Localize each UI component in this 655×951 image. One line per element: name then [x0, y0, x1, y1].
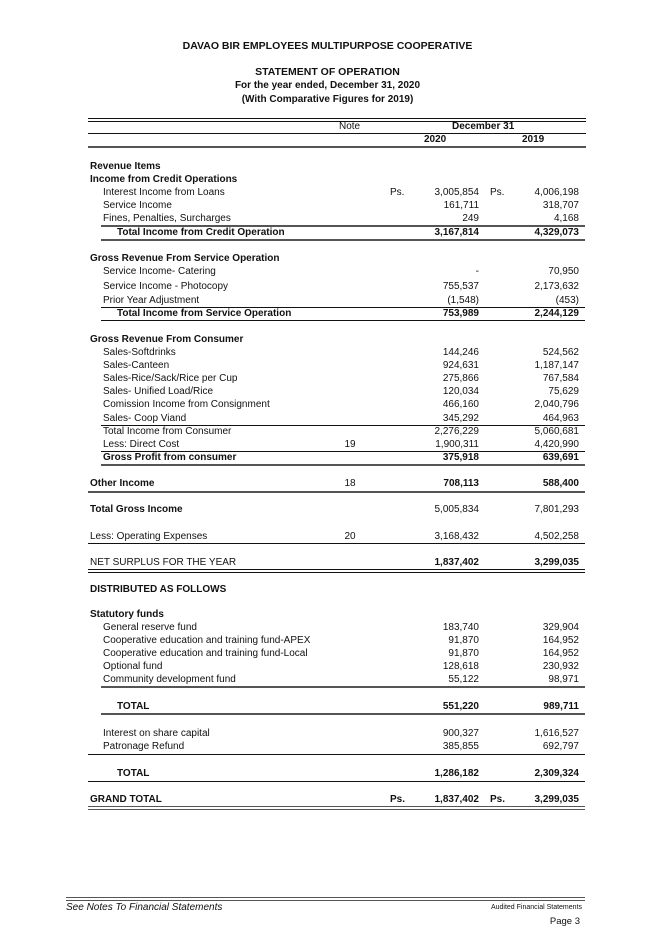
value-2020: 55,122 [448, 674, 479, 685]
section-heading: DISTRIBUTED AS FOLLOWS [90, 584, 227, 595]
value-2019: 230,932 [542, 661, 579, 672]
value-2020: 345,292 [442, 413, 479, 424]
value-2019: 4,168 [553, 213, 579, 224]
header-mid-rule [88, 133, 586, 134]
value-2019: 318,707 [542, 200, 579, 211]
total-label: Gross Profit from consumer [103, 452, 237, 463]
value-2020: (1,548) [447, 295, 479, 306]
row-label: Sales-Rice/Sack/Rice per Cup [103, 373, 238, 384]
subtotal-rule [101, 686, 585, 690]
value-2020: 91,870 [448, 635, 479, 646]
row-label: Sales-Softdrinks [103, 347, 176, 358]
value-2020: - [475, 266, 479, 277]
total-2020: 753,989 [442, 308, 479, 319]
row-label: Cooperative education and training fund-APEX [103, 635, 311, 646]
col-note-header: Note [339, 121, 361, 132]
total-label: Total Income from Credit Operation [117, 227, 285, 238]
total-rule [101, 239, 585, 243]
section-heading: Statutory funds [90, 609, 164, 620]
row-label: NET SURPLUS FOR THE YEAR [90, 557, 237, 568]
row-label: Total Gross Income [90, 504, 183, 515]
organization-name: DAVAO BIR EMPLOYEES MULTIPURPOSE COOPERATIVE [182, 40, 473, 52]
row-label: Less: Operating Expenses [90, 531, 208, 542]
currency-symbol: Ps. [490, 187, 505, 198]
value-2019: 329,904 [542, 622, 579, 633]
document-label: Audited Financial Statements [490, 904, 582, 911]
row-label: Sales-Canteen [103, 360, 170, 371]
value-2020: 3,168,432 [434, 531, 479, 542]
value-2019: 75,629 [548, 386, 579, 397]
total-2020: 551,220 [442, 701, 479, 712]
row-label: Less: Direct Cost [103, 439, 180, 450]
row-label: Interest Income from Loans [103, 187, 225, 198]
row-label: Service Income - Photocopy [103, 281, 229, 292]
value-2020: 385,855 [442, 741, 479, 752]
row-label: Patronage Refund [103, 741, 185, 752]
value-2019: 588,400 [542, 478, 579, 489]
col-2019-header: 2019 [522, 134, 545, 145]
row-label: Service Income [103, 200, 172, 211]
statement-title: STATEMENT OF OPERATION [255, 66, 400, 78]
section-heading: Revenue Items [90, 161, 161, 172]
total-2019: 2,309,324 [534, 768, 579, 779]
value-2019: 5,060,681 [534, 426, 579, 437]
row-label: Cooperative education and training fund-Local [103, 648, 308, 659]
row-label: Prior Year Adjustment [103, 295, 200, 306]
row-label: Sales- Coop Viand [103, 413, 187, 424]
value-2020: 249 [462, 213, 479, 224]
note-ref: 19 [344, 439, 356, 450]
value-2019: 4,420,990 [534, 439, 579, 450]
total-label: Total Income from Service Operation [117, 308, 292, 319]
value-2020: 120,034 [442, 386, 479, 397]
total-2020: 3,167,814 [434, 227, 479, 238]
value-2020: 91,870 [448, 648, 479, 659]
value-2019: 1,616,527 [534, 728, 579, 739]
value-2020: 466,160 [442, 399, 479, 410]
value-2020: 183,740 [442, 622, 479, 633]
value-2020: 275,866 [442, 373, 479, 384]
value-2019: 2,040,796 [534, 399, 579, 410]
value-2019: (453) [555, 295, 579, 306]
row-label: Community development fund [103, 674, 236, 685]
value-2019: 164,952 [542, 635, 579, 646]
currency-symbol: Ps. [490, 794, 506, 805]
row-label: General reserve fund [103, 622, 197, 633]
row-label: Comission Income from Consignment [103, 399, 270, 410]
section-rule [88, 491, 585, 495]
total-2020: 1,286,182 [434, 768, 479, 779]
total-2019: 2,244,129 [534, 308, 579, 319]
header-bottom-rule [88, 146, 586, 150]
value-2020: 1,900,311 [435, 439, 479, 450]
value-2019: 767,584 [542, 373, 579, 384]
value-2019: 4,502,258 [534, 531, 579, 542]
comparative-note: (With Comparative Figures for 2019) [241, 94, 414, 105]
value-2020: 708,113 [443, 478, 479, 489]
value-2019: 692,797 [542, 741, 579, 752]
row-label: Total Income from Consumer [103, 426, 232, 437]
section-heading: Gross Revenue From Service Operation [90, 253, 280, 264]
value-2019: 164,952 [542, 648, 579, 659]
value-2020: 144,246 [442, 347, 479, 358]
value-2019: 98,971 [548, 674, 579, 685]
grand-total-label: GRAND TOTAL [90, 794, 162, 805]
statement-period: For the year ended, December 31, 2020 [234, 80, 421, 91]
value-2020: 161,711 [443, 200, 479, 211]
value-2020: 924,631 [442, 360, 479, 371]
total-rule [101, 320, 585, 321]
value-2019: 524,562 [542, 347, 579, 358]
row-label: Optional fund [103, 661, 163, 672]
total-2019: 639,691 [542, 452, 579, 463]
total-rule [88, 781, 585, 782]
value-2019: 4,006,198 [534, 187, 579, 198]
note-ref: 18 [344, 478, 356, 489]
grand-total-2020: 1,837,402 [434, 794, 479, 805]
row-label: Other Income [90, 478, 155, 489]
double-rule [88, 806, 585, 810]
grand-total-2019: 3,299,035 [534, 794, 579, 805]
section-heading: Gross Revenue From Consumer [90, 334, 244, 345]
value-2020: 128,618 [442, 661, 479, 672]
total-rule [101, 464, 585, 468]
value-2020: 755,537 [442, 281, 479, 292]
row-label: Service Income- Catering [103, 266, 216, 277]
total-label: TOTAL [117, 768, 150, 779]
total-2019: 989,711 [543, 701, 579, 712]
note-ref: 20 [344, 531, 356, 542]
value-2019: 70,950 [548, 266, 579, 277]
total-2020: 375,918 [442, 452, 479, 463]
footer-rule [66, 897, 585, 901]
col-date-header: December 31 [452, 121, 515, 132]
notes-reference: See Notes To Financial Statements [66, 902, 223, 913]
value-2020: 5,005,834 [434, 504, 479, 515]
value-2019: 2,173,632 [534, 281, 579, 292]
value-2019: 7,801,293 [534, 504, 579, 515]
page-number: Page 3 [549, 916, 580, 927]
section-heading: Income from Credit Operations [90, 174, 238, 185]
double-rule [88, 569, 585, 573]
total-rule [101, 713, 585, 717]
value-2020: 3,005,854 [434, 187, 479, 198]
row-label: Sales- Unified Load/Rice [103, 386, 214, 397]
currency-symbol: Ps. [390, 187, 405, 198]
section-rule [88, 543, 585, 544]
total-label: TOTAL [117, 701, 150, 712]
col-2020-header: 2020 [424, 134, 447, 145]
value-2019: 1,187,147 [534, 360, 579, 371]
value-2020: 1,837,402 [434, 557, 479, 568]
value-2020: 2,276,229 [434, 426, 479, 437]
subtotal-rule [88, 754, 585, 755]
value-2020: 900,327 [442, 728, 479, 739]
value-2019: 3,299,035 [534, 557, 579, 568]
row-label: Fines, Penalties, Surcharges [103, 213, 231, 224]
currency-symbol: Ps. [390, 794, 406, 805]
value-2019: 464,963 [542, 413, 579, 424]
total-2019: 4,329,073 [534, 227, 579, 238]
row-label: Interest on share capital [103, 728, 210, 739]
